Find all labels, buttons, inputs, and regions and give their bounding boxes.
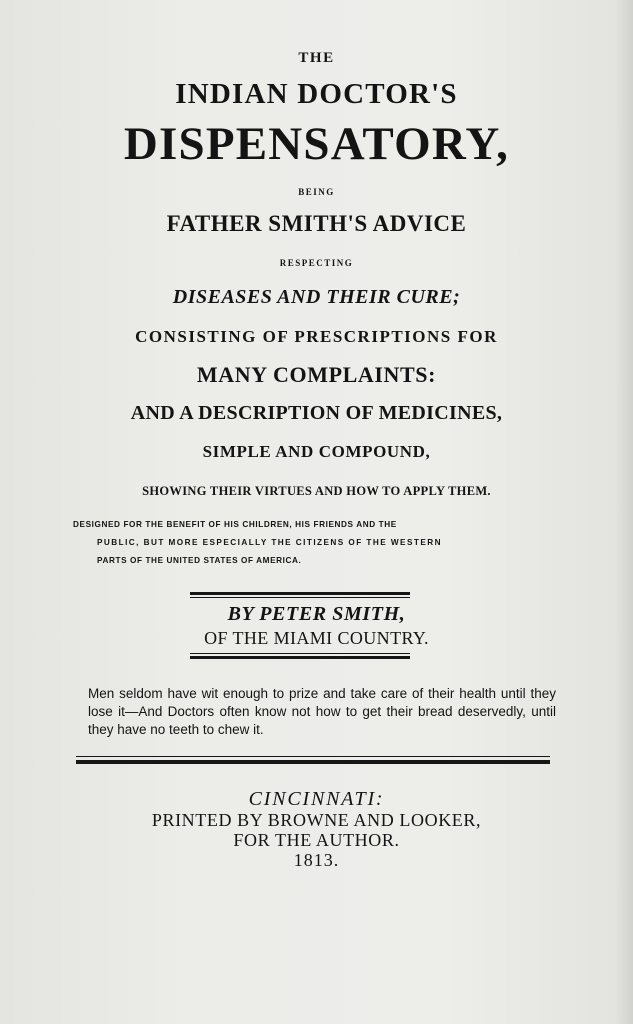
text-printed-by: PRINTED BY BROWNE AND LOOKER, (151, 810, 482, 830)
text-year: 1813. (293, 850, 340, 870)
heading-consisting: CONSISTING OF PRESCRIPTIONS FOR (135, 327, 498, 346)
heading-simple-compound: SIMPLE AND COMPOUND, (202, 442, 431, 461)
designed-line-2: PUBLIC, BUT MORE ESPECIALLY THE CITIZENS OF THE WESTERN (97, 538, 442, 547)
text-of-miami-country: OF THE MIAMI COUNTRY. (204, 628, 429, 648)
designed-line-1: DESIGNED FOR THE BENEFIT OF HIS CHILDREN, HIS FRIENDS AND THE (73, 520, 397, 529)
heading-many-complaints: MANY COMPLAINTS: (196, 362, 437, 387)
text-respecting: RESPECTING (279, 258, 354, 268)
epigraph-paragraph: Men seldom have wit enough to prize and take care of their health until they lose it—And Doctors often know not how to get their bread deservedly, until they have no teeth to chew it. (88, 686, 556, 737)
rule-top-author-thin (190, 597, 410, 598)
text-for-the-author: FOR THE AUTHOR. (233, 830, 400, 850)
heading-the: THE (298, 50, 335, 66)
text-being: BEING (298, 187, 335, 197)
designed-line-3: PARTS OF THE UNITED STATES OF AMERICA. (97, 556, 302, 565)
heading-by-peter-smith: BY PETER SMITH, (227, 603, 406, 625)
heading-diseases: DISEASES AND THEIR CURE; (172, 286, 461, 308)
heading-description: AND A DESCRIPTION OF MEDICINES, (130, 402, 503, 424)
rule-double-thin (76, 756, 550, 757)
rule-double-thick (76, 760, 550, 764)
heading-father-smith: FATHER SMITH'S ADVICE (166, 211, 467, 236)
text-showing: SHOWING THEIR VIRTUES AND HOW TO APPLY THEM. (142, 484, 491, 498)
rule-top-author (190, 592, 410, 595)
text-cincinnati: CINCINNATI: (248, 788, 385, 810)
heading-dispensatory: DISPENSATORY, (123, 118, 510, 170)
rule-bottom-author (190, 656, 410, 659)
heading-indian-doctors: INDIAN DOCTOR'S (175, 78, 458, 110)
rule-bottom-author-thin (190, 653, 410, 654)
